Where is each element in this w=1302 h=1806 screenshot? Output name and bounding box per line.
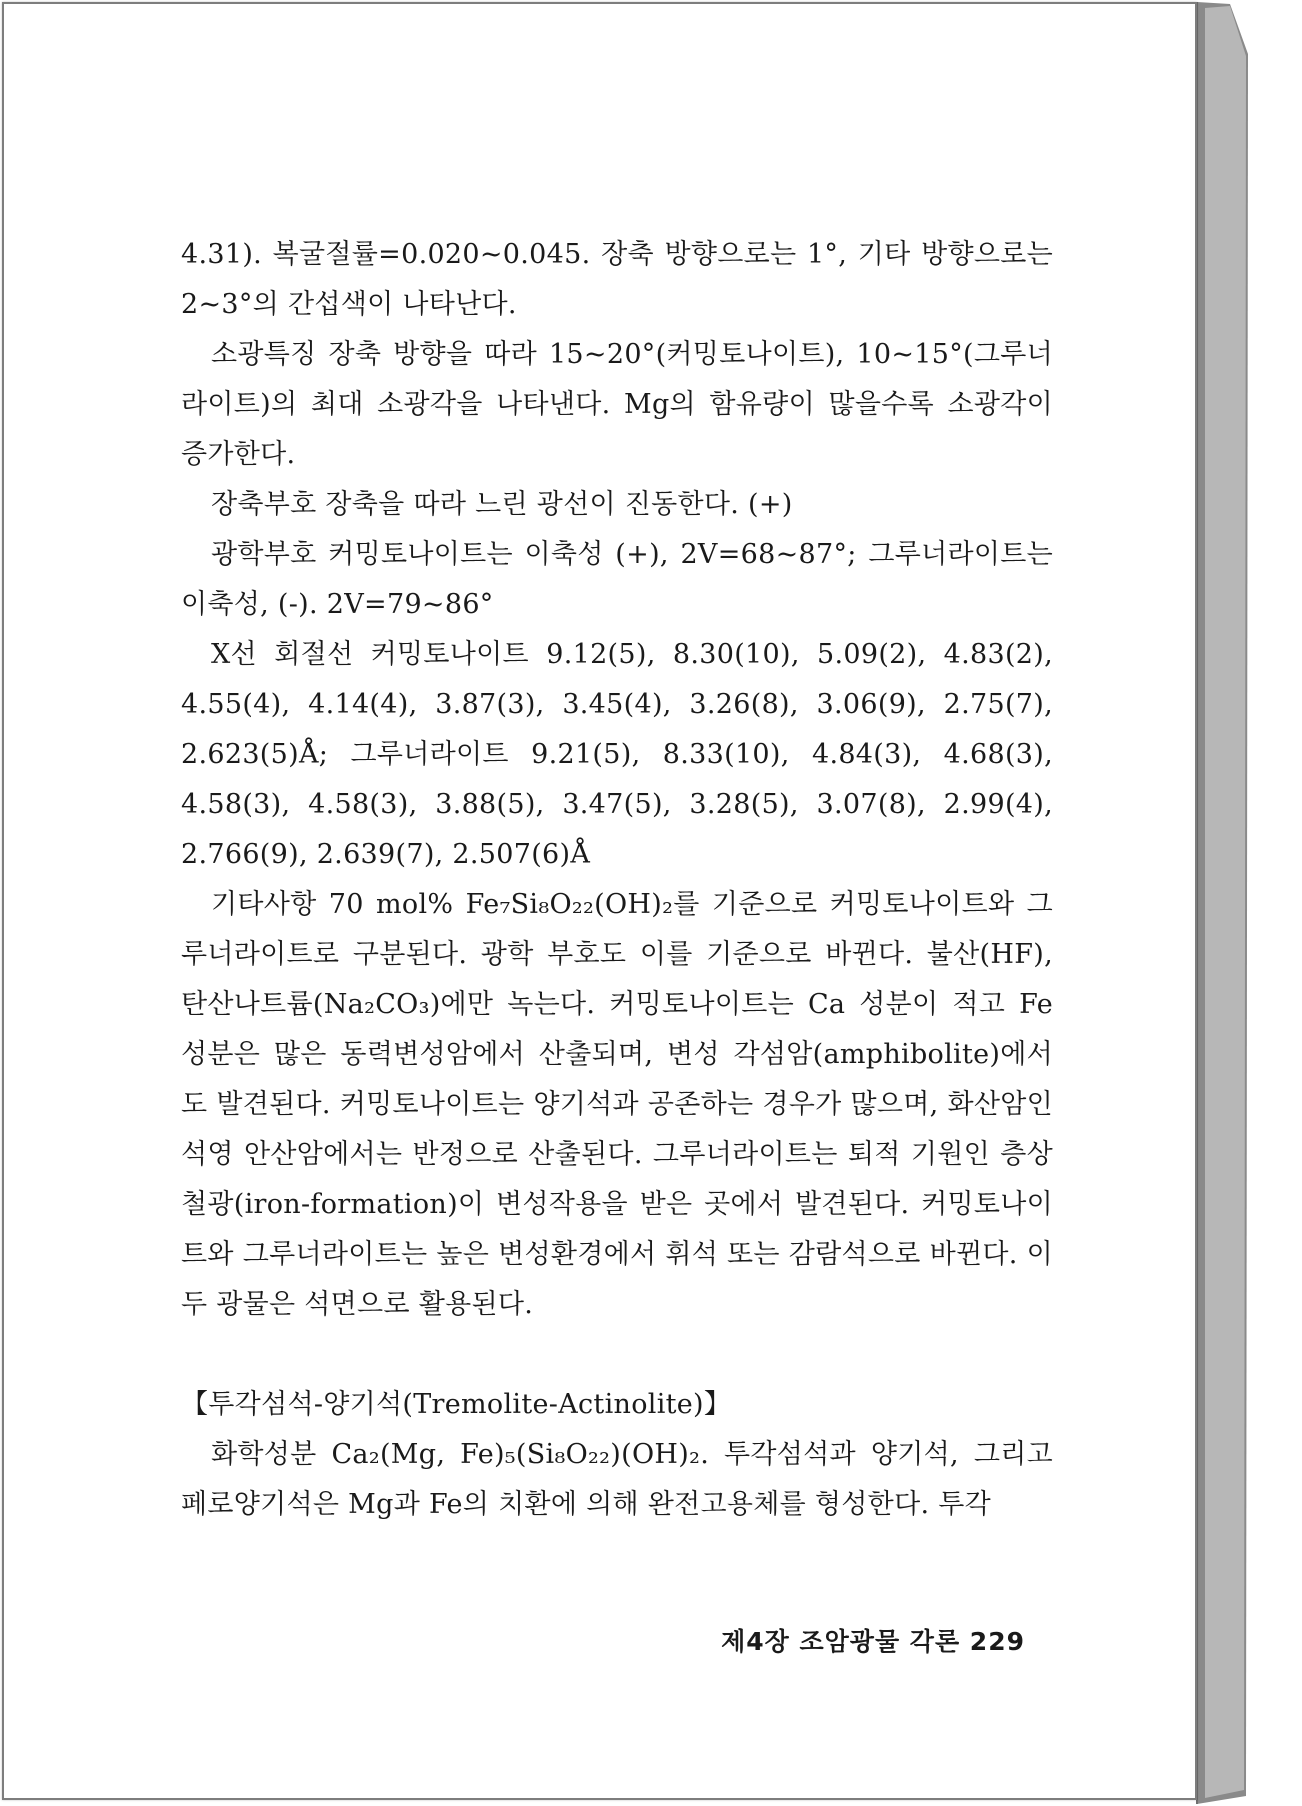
body-text — [181, 230, 1053, 1530]
paragraph-optic-sign: 광학부호 커밍토나이트는 이축성 (+), 2V=68~87°; 그루너라이트는 이축성, (-). 2V=79~86° — [181, 539, 1053, 620]
paragraph-xray-diffraction: X선 회절선 커밍토나이트 9.12(5), 8.30(10), 5.09(2), 4.83(2), 4.55(4), 4.14(4), 3.87(3), 3.45(4), 3.26(8), 3.06(9), 2.75(7), 2.623(5)Å; 그루너라이트 9.21(5), 8.33(10), 4.84(3), 4.68(3), 4.58(3), 4.58(3), 3.88(5), 3.47(5), 3.28(5), 3.07(8), 2.99(4), 2.766(9), 2.639(7), 2.507(6)Å — [181, 639, 1053, 870]
paragraph-birefringence: 4.31). 복굴절률=0.020~0.045. 장축 방향으로는 1°, 기타 방향으로는 2~3°의 간섭색이 나타난다. — [181, 239, 1053, 320]
section-heading: 【투각섬석-양기석(Tremolite-Actinolite)】 — [181, 1389, 732, 1420]
paragraph-chemical-composition: 화학성분 Ca₂(Mg, Fe)₅(Si₈O₂₂)(OH)₂. 투각섬석과 양기석, 그리고 페로양기석은 Mg과 Fe의 치환에 의해 완전고용체를 형성한다. 투각 — [181, 1439, 1053, 1520]
paragraph-elongation-sign: 장축부호 장축을 따라 느린 광선이 진동한다. (+) — [211, 489, 793, 520]
page-footer: 제4장 조암광물 각론 229 — [721, 1627, 1025, 1656]
paragraph-extinction: 소광특징 장축 방향을 따라 15~20°(커밍토나이트), 10~15°(그루너라이트)의 최대 소광각을 나타낸다. Mg의 함유량이 많을수록 소광각이 증가한다. — [181, 339, 1053, 470]
paragraph-other-notes: 기타사항 70 mol% Fe₇Si₈O₂₂(OH)₂를 기준으로 커밍토나이트와 그루너라이트로 구분된다. 광학 부호도 이를 기준으로 바뀐다. 불산(HF), 탄산나트륨(Na₂CO₃)에만 녹는다. 커밍토나이트는 Ca 성분이 적고 Fe 성분은 많은 동력변성암에서 산출되며, 변성 각섬암(amphibolite)에서도 발견된다. 커밍토나이트는 양기석과 공존하는 경우가 많으며, 화산암인 석영 안산암에서는 반정으로 산출된다. 그루너라이트는 퇴적 기원인 층상철광(iron-formation)이 변성작용을 받은 곳에서 발견된다. 커밍토나이트와 그루너라이트는 높은 변성환경에서 휘석 또는 감람석으로 바뀐다. 이 두 광물은 석면으로 활용된다. — [181, 889, 1053, 1320]
